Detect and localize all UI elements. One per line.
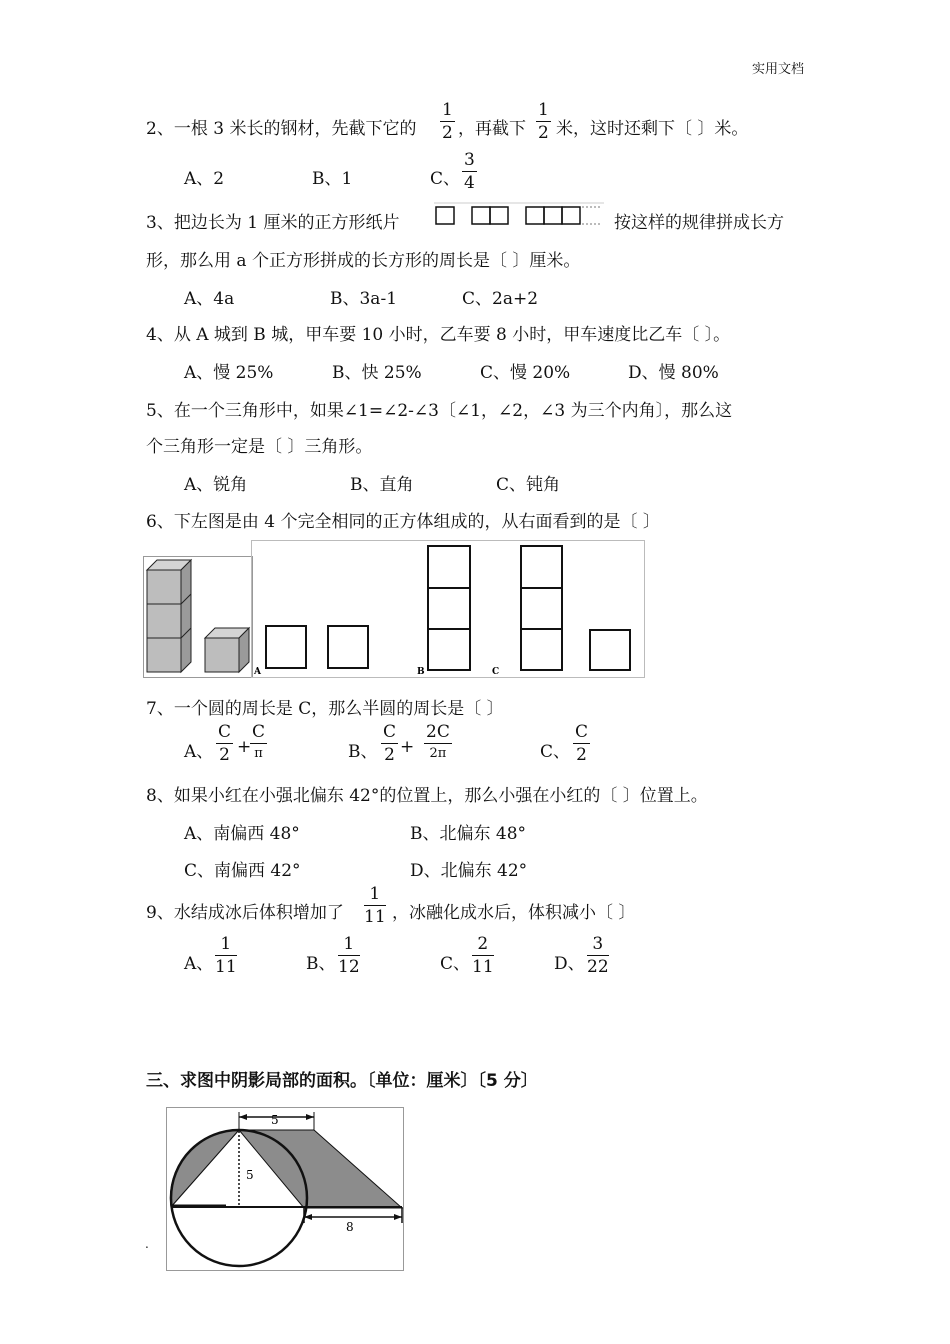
q4-option-b[interactable]: B、快 25%: [332, 363, 422, 383]
view-label-a: A: [254, 667, 261, 677]
document-label: 实用文档: [752, 62, 805, 77]
section-3-title: 三、求图中阴影局部的面积。〔单位：厘米〕〔5 分〕: [146, 1071, 538, 1091]
q2-text-3: 米，这时还剩下〔 〕米。: [556, 119, 749, 139]
cube-stack-figure: [143, 556, 253, 678]
q9-fraction: $\frac{1}{11}$: [364, 884, 386, 927]
q5-option-b[interactable]: B、直角: [350, 475, 414, 495]
q4-option-a[interactable]: A、慢 25%: [184, 363, 274, 383]
q9-option-c[interactable]: C、: [440, 954, 471, 974]
q4-option-d[interactable]: D、慢 80%: [628, 363, 719, 383]
q4-option-c[interactable]: C、慢 20%: [480, 363, 571, 383]
q2-text-1: 2、一根 3 米长的钢材，先截下它的: [146, 119, 417, 139]
square-pattern-figure: [434, 202, 604, 228]
dim-bottom-label: 8: [346, 1220, 354, 1234]
q5-line-2: 个三角形一定是〔 〕三角形。: [146, 437, 373, 457]
q7-b-frac-1: $\frac{C}{2}$: [383, 722, 397, 765]
q7-a-plus: +: [237, 737, 252, 757]
dim-height-label: 5: [246, 1168, 254, 1182]
q3-line-1a: 3、把边长为 1 厘米的正方形纸片: [146, 213, 400, 233]
q8-text: 8、如果小红在小强北偏东 42°的位置上，那么小强在小红的〔 〕位置上。: [146, 786, 708, 806]
q9-d-frac: $\frac{3}{22}$: [587, 934, 609, 977]
q9-a-frac: $\frac{1}{11}$: [215, 934, 237, 977]
q7-c-frac: $\frac{C}{2}$: [575, 722, 589, 765]
q8-option-c[interactable]: C、南偏西 42°: [184, 861, 301, 881]
q9-b-frac: $\frac{1}{12}$: [338, 934, 360, 977]
q4-text: 4、从 A 城到 B 城，甲车要 10 小时，乙车要 8 小时，甲车速度比乙车〔 〕。: [146, 325, 731, 345]
q8-option-d[interactable]: D、北偏东 42°: [410, 861, 528, 881]
q9-text-1: 9、水结成冰后体积增加了: [146, 903, 344, 923]
q3-option-a[interactable]: A、4a: [184, 289, 235, 309]
view-label-c: C: [492, 667, 500, 677]
q7-option-c[interactable]: C、: [540, 742, 571, 762]
q8-option-b[interactable]: B、北偏东 48°: [410, 824, 527, 844]
q9-c-frac: $\frac{2}{11}$: [472, 934, 494, 977]
q7-b-frac-2: 2C 2π: [426, 722, 450, 761]
dim-top-label: 5: [271, 1113, 279, 1127]
q7-a-frac-1: $\frac{C}{2}$: [218, 722, 232, 765]
q3-option-b[interactable]: B、3a-1: [330, 289, 398, 309]
q9-option-b[interactable]: B、: [306, 954, 336, 974]
q3-line-2: 形，那么用 a 个正方形拼成的长方形的周长是〔 〕厘米。: [146, 251, 581, 271]
q3-line-1b: 按这样的规律拼成长方: [614, 213, 784, 233]
q3-option-c[interactable]: C、2a+2: [462, 289, 539, 309]
q9-option-d[interactable]: D、: [554, 954, 585, 974]
q8-option-a[interactable]: A、南偏西 48°: [184, 824, 300, 844]
q2-option-a[interactable]: A、2: [184, 169, 225, 189]
view-options-figure: [251, 540, 645, 678]
q7-option-b[interactable]: B、: [348, 742, 378, 762]
q2-option-c-fraction: $\frac{3}{4}$: [464, 150, 475, 193]
q7-option-a[interactable]: A、: [184, 742, 214, 762]
q9-text-2: ，冰融化成水后，体积减小〔 〕: [392, 903, 636, 923]
view-label-b: B: [417, 667, 425, 677]
footer-dot: .: [145, 1237, 149, 1251]
q2-option-b[interactable]: B、1: [312, 169, 353, 189]
q2-fraction-1: $\frac{1}{2}$: [442, 100, 453, 143]
q2-option-c[interactable]: C、: [430, 169, 461, 189]
q7-text: 7、一个圆的周长是 C，那么半圆的周长是〔 〕: [146, 699, 504, 719]
q7-a-frac-2: C π: [252, 722, 266, 761]
q5-line-1: 5、在一个三角形中，如果∠1=∠2-∠3〔∠1，∠2，∠3 为三个内角〕，那么这: [146, 401, 733, 421]
q2-text-2: ，再截下: [458, 119, 526, 139]
q5-option-c[interactable]: C、钝角: [496, 475, 561, 495]
q6-text: 6、下左图是由 4 个完全相同的正方体组成的，从右面看到的是〔 〕: [146, 512, 660, 532]
q9-option-a[interactable]: A、: [184, 954, 214, 974]
q7-b-plus: +: [400, 737, 415, 757]
q2-fraction-2: $\frac{1}{2}$: [538, 100, 549, 143]
shaded-area-figure: [166, 1107, 404, 1272]
q5-option-a[interactable]: A、锐角: [184, 475, 248, 495]
